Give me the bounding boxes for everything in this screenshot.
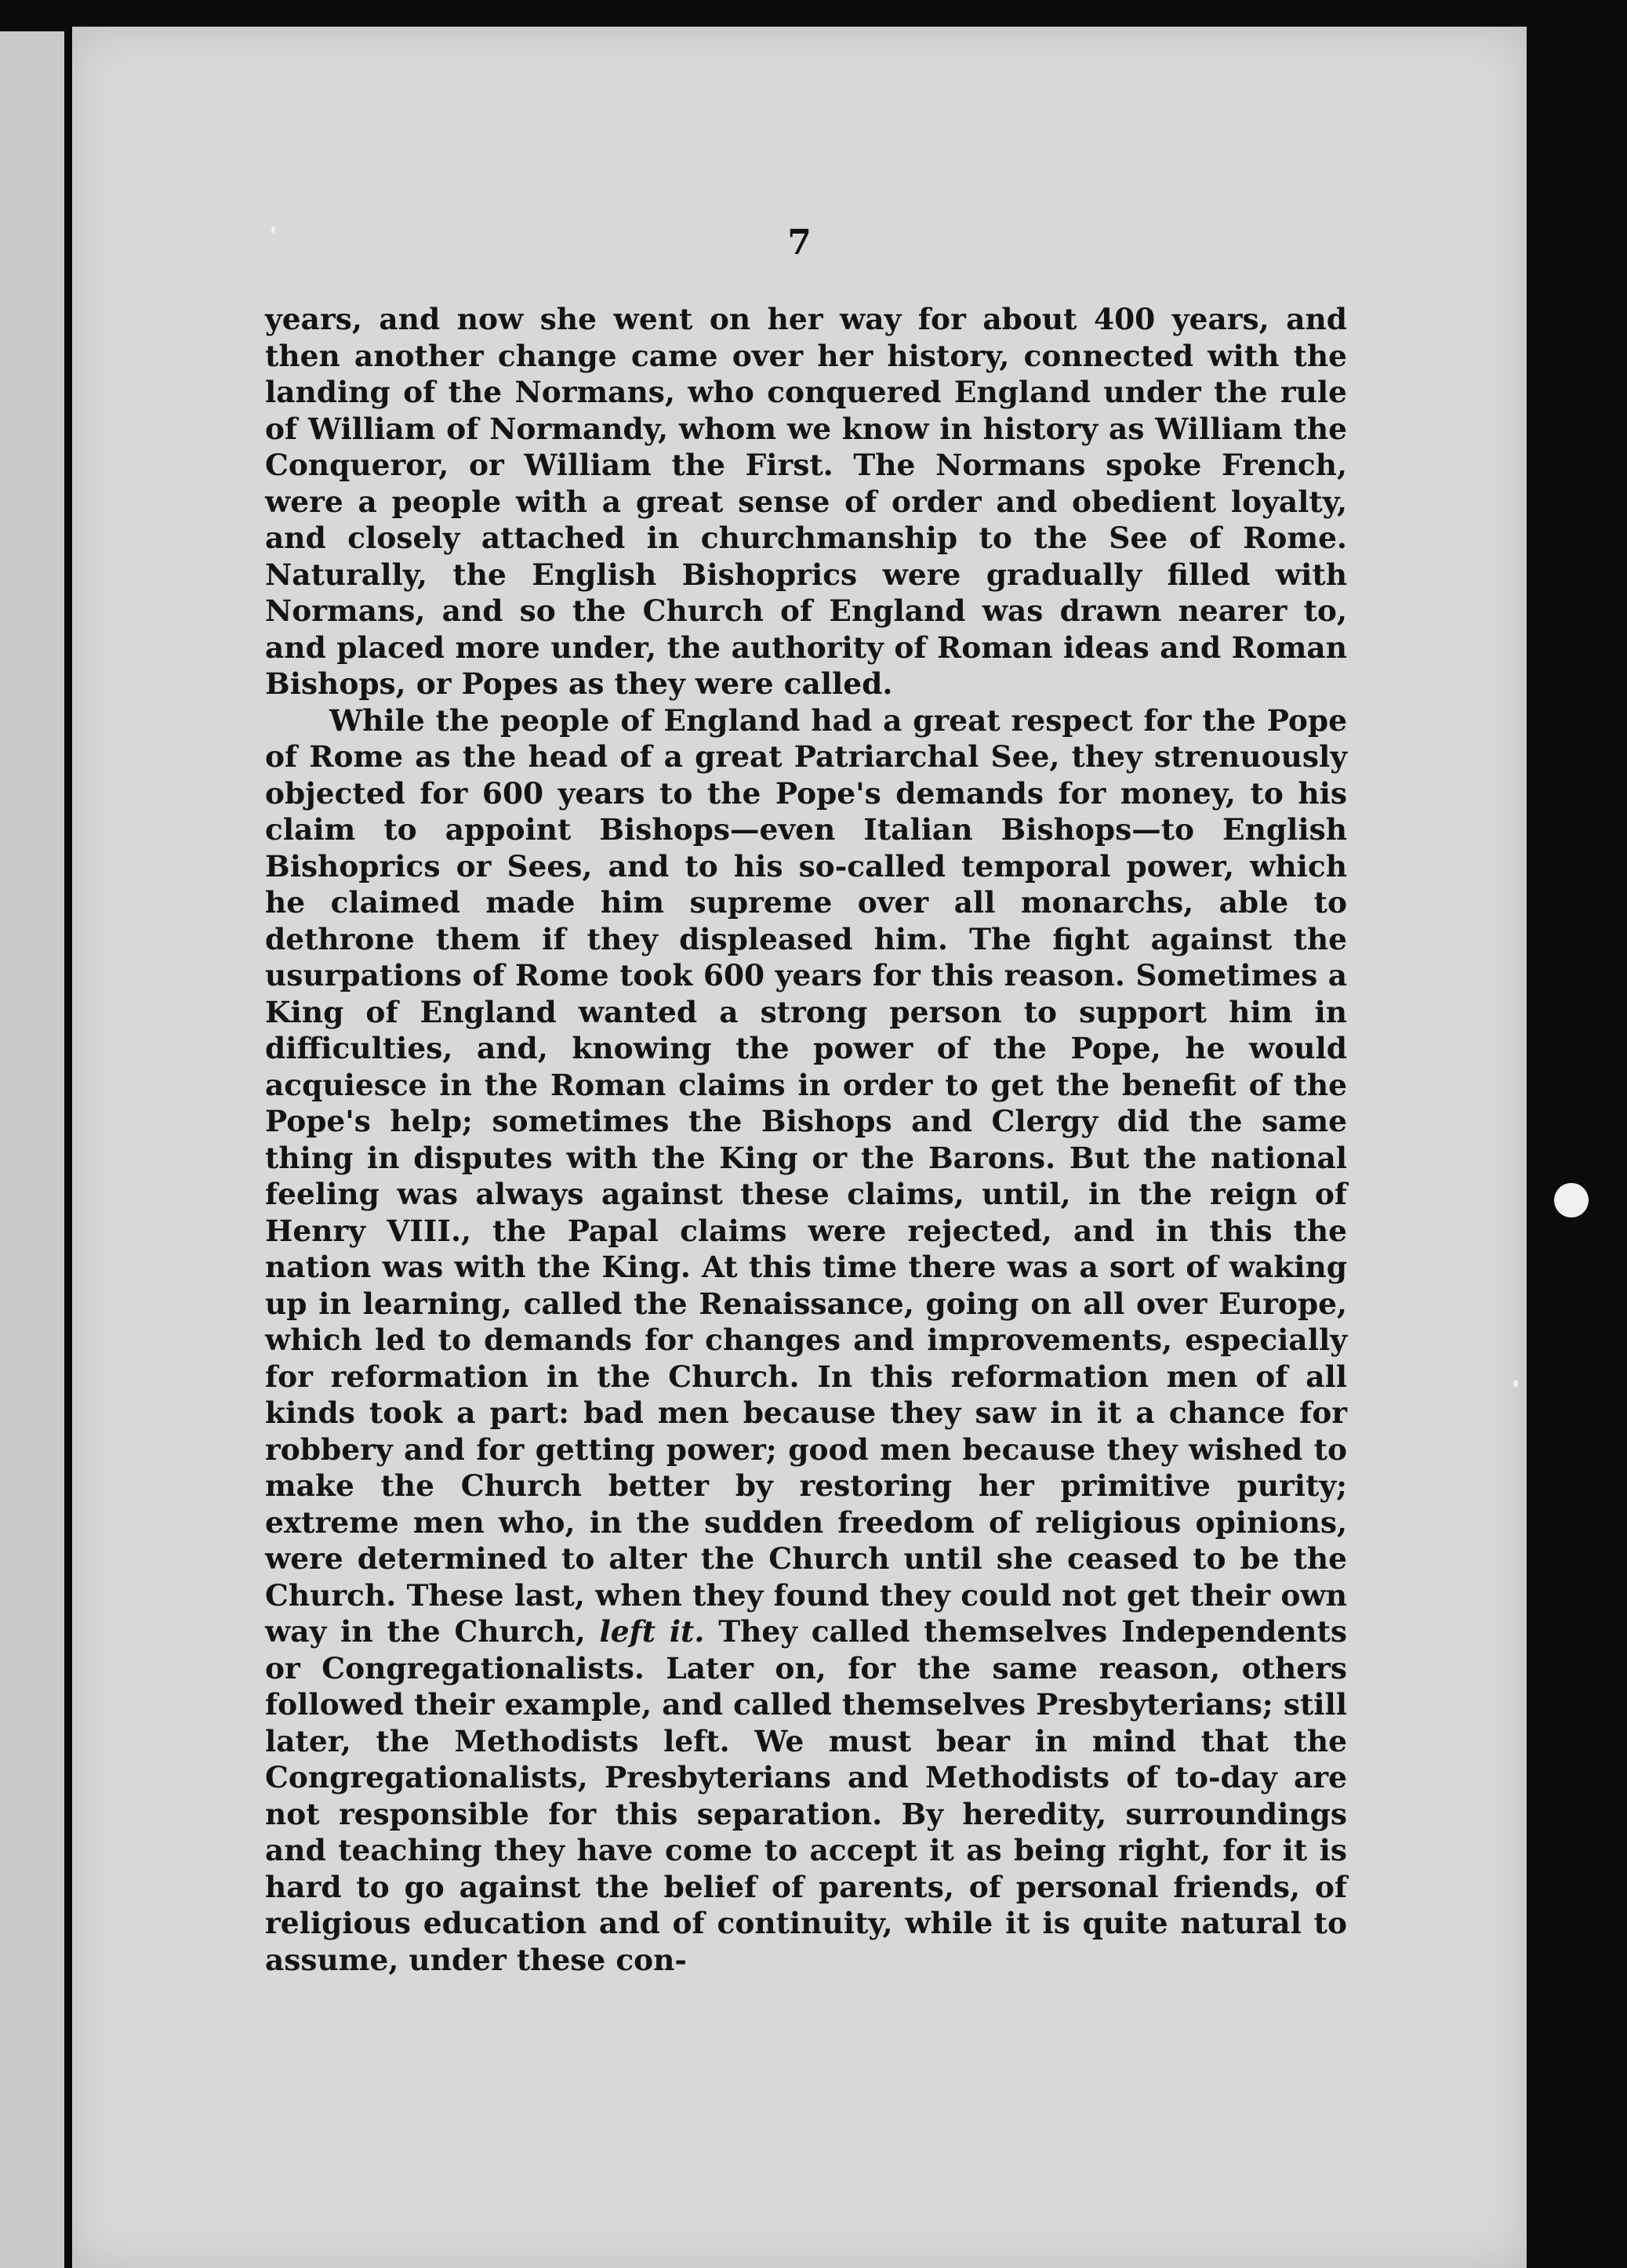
page-number: 7 bbox=[787, 223, 812, 263]
scan-speck bbox=[271, 227, 275, 234]
paragraph-2-emphasis: left it. bbox=[599, 1614, 705, 1649]
scan-speck bbox=[1513, 1380, 1518, 1388]
facing-page-edge bbox=[0, 31, 64, 2268]
paragraph-2-text-start: While the people of England had a great respect for the Pope of Rome as the head of a great Patriarchal See, they strenuously objected for 600 years to the Pope's demands for money, to his claim to appoint Bishops—even Italian Bishops—to English Bishoprics or Sees, and to his so-called temporal power, which he claimed made him supreme over all monarchs, able to dethrone them if they displeased him. The fight against the usurpations of Rome took 600 years for this reason. Sometimes a King of England wanted a strong person to support him in difficulties, and, knowing the power of the Pope, he would acquiesce in the Roman claims in order to get the benefit of the Pope's help; sometimes the Bishops and Clergy did the same thing in disputes with the King or the Barons. But the national feeling was always against these claims, until, in the reign of Henry VIII., the Papal claims were rejected, and in this the nation was with the King. At this time there was a sort of waking up in learning, called the Renaissance, going on all over Europe, which led to demands for changes and improvements, especially for reformation in the Church. In this reformation men of all kinds took a part: bad men because they saw in it a chance for robbery and for getting power; good men because they wished to make the Church better by restoring her primitive purity; extreme men who, in the sudden freedom of religious opinions, were determined to alter the Church until she ceased to be the Church. These last, when they found they could not get their own way in the Church, bbox=[265, 702, 1347, 1649]
scan-speck bbox=[1554, 1183, 1589, 1217]
paragraph-1-text: years, and now she went on her way for about 400 years, and then another change came over her history, connected with the landing of the Normans, who conquered England under the rule of William of Normandy, whom we know in history as William the Conqueror, or William the First. The Normans spoke French, were a people with a great sense of order and obedient loyalty, and closely attached in churchmanship to the See of Rome. Naturally, the English Bishoprics were gradually filled with Normans, and so the Church of England was drawn nearer to, and placed more under, the authority of Roman ideas and Roman Bishops, or Popes as they were called. bbox=[265, 302, 1347, 701]
paragraph-1 bbox=[265, 301, 1347, 702]
paragraph-2-text-end: They called themselves Independents or Congregationalists. Later on, for the same reason, others followed their example, and called themselves Presbyterians; still later, the Methodists left. We must bear in mind that the Congregationalists, Presbyterians and Methodists of to-day are not responsible for this separation. By heredity, surroundings and teaching they have come to accept it as being right, for it is hard to go against the belief of parents, of personal friends, of religious education and of continuity, while it is quite natural to assume, under these con- bbox=[265, 1614, 1347, 1977]
body-text bbox=[265, 301, 1347, 1978]
book-page bbox=[72, 27, 1527, 2268]
paragraph-2 bbox=[265, 702, 1347, 1979]
